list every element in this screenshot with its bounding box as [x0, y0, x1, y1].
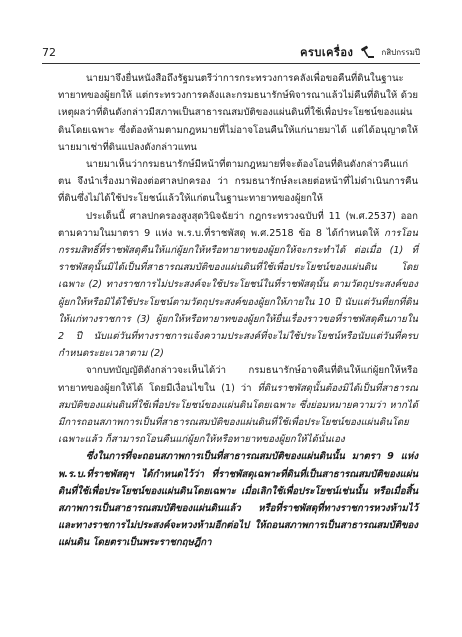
article-body: [58, 70, 418, 552]
header-divider: [42, 63, 420, 64]
paragraph-3: [58, 208, 418, 363]
paragraph-5: ซึ่งในการที่จะถอนสภาพการเป็นที่สาธารณสมบัติของแผ่นดินนั้น มาตรา 9 แห่ง พ.ร.บ.ที่ราชพัสดุฯ ได้กำหนดไว้ว่า ที่ราชพัสดุเฉพาะที่ดินที่เป็นสาธารณสมบัติของแผ่นดินที่ใช้เพื่อประโยชน์ของแผ่นดินโดยเฉพาะ เมื่อเลิกใช้เพื่อประโยชน์เช่นนั้น หรือเมื่อสิ้นสภาพการเป็นสาธารณสมบัติของแผ่นดินแล้ว หรือที่ราชพัสดุที่ทางราชการหวงห้ามไว้และทางราชการไม่ประสงค์จะหวงห้ามอีกต่อไป ให้ถอนสภาพการเป็นสาธารณสมบัติของแผ่นดิน โดยตราเป็นพระราชกฤษฎีกา: [58, 451, 418, 549]
paragraph-3-quote: การโอนกรรมสิทธิ์ที่ราชพัสดุคืนให้แก่ผู้ยกให้หรือทายาทของผู้ยกให้จะกระทำได้ ต่อเมื่อ (1) ที่ราชพัสดุนั้นมิได้เป็นที่สาธารณสมบัติของแผ่นดินที่ใช้เพื่อประโยชน์ของแผ่นดิน โดยเฉพาะ (2) ทางราชการไม่ประสงค์จะใช้ประโยชน์ในที่ราชพัสดุนั้น ตามวัตถุประสงค์ของผู้ยกให้หรือมิได้ใช้ประโยชน์ตามวัตถุประสงค์ของผู้ยกให้ภายใน 10 ปี นับแต่วันที่ยกที่ดินให้แก่ทางราชการ (3) ผู้ยกให้หรือทายาทของผู้ยกให้ยื่นเรื่องราวขอที่ราชพัสดุคืนภายใน 2 ปี นับแต่วันที่ทางราชการแจ้งความประสงค์ที่จะไม่ใช้ประโยชน์หรือนับแต่วันที่ครบกำหนดระยะเวลาตาม (2): [58, 227, 418, 360]
page-number: 72: [42, 45, 56, 59]
paragraph-4: [58, 362, 418, 448]
paragraph-4-quote: ที่ดินราชพัสดุนั้นต้องมิได้เป็นที่สาธารณสมบัติของแผ่นดินที่ใช้เพื่อประโยชน์ของแผ่นดินโดยเฉพาะ ซึ่งย่อมหมายความว่า หากได้มีการถอนสภาพการเป็นที่สาธารณสมบัติของแผ่นดินที่ใช้เพื่อประโยชน์ของแผ่นดินโดยเฉพาะแล้ว ก็สามารถโอนคืนแก่ผู้ยกให้หรือทายาทของผู้ยกให้ได้นั่นเอง: [58, 382, 418, 446]
paragraph-4-lead: จากบทบัญญัติดังกล่าวจะเห็นได้ว่า กรมธนารักษ์อาจคืนที่ดินให้แก่ผู้ยกให้หรือทายาทของผู้ยกให้ได้ โดยมีเงื่อนไขใน (1) ว่า: [58, 365, 418, 394]
page-header: [42, 42, 420, 62]
brand-subtitle: กสิปกรรมปี: [381, 47, 420, 57]
paragraph-2: นายมาเห็นว่ากรมธนารักษ์มีหน้าที่ตามกฎหมายที่จะต้องโอนที่ดินดังกล่าวคืนแก่ตน จึงนำเรื่องมาฟ้องต่อศาลปกครอง ว่า กรมธนารักษ์ละเลยต่อหน้าที่ไม่ดำเนินการคืนที่ดินซึ่งไม่ได้ใช้ประโยชน์แล้วให้แก่ตนในฐานะทายาทของผู้ยกให้: [58, 159, 418, 205]
brand-name: ครบเครื่อง: [300, 46, 354, 59]
gavel-icon: [359, 45, 375, 59]
paragraph-3-lead: ประเด็นนี้ ศาลปกครองสูงสุดวินิจฉัยว่า กฎกระทรวงฉบับที่ 11 (พ.ศ.2537) ออกตามความในมาตรา 9 แห่ง พ.ร.บ.ที่ราชพัสดุ พ.ศ.2518 ข้อ 8 ได้กำหนดให้: [58, 210, 418, 239]
magazine-brand: [300, 43, 420, 61]
paragraph-1: นายมาจึงยื่นหนังสือถึงรัฐมนตรีว่าการกระทรวงการคลังเพื่อขอคืนที่ดินในฐานะทายาทของผู้ยกให้ แต่กระทรวงการคลังและกรมธนารักษ์พิจารณาแล้วไม่คืนที่ดินให้ ด้วยเหตุผลว่าที่ดินดังกล่าวมีสภาพเป็นสาธารณสมบัติของแผ่นดินที่ใช้เพื่อประโยชน์ของแผ่นดินโดยเฉพาะ ซึ่งต้องห้ามตามกฎหมายที่ไม่อาจโอนคืนให้แก่นายมาได้ แต่ได้อนุญาตให้นายมาเช่าที่ดินแปลงดังกล่าวแทน: [58, 73, 418, 153]
